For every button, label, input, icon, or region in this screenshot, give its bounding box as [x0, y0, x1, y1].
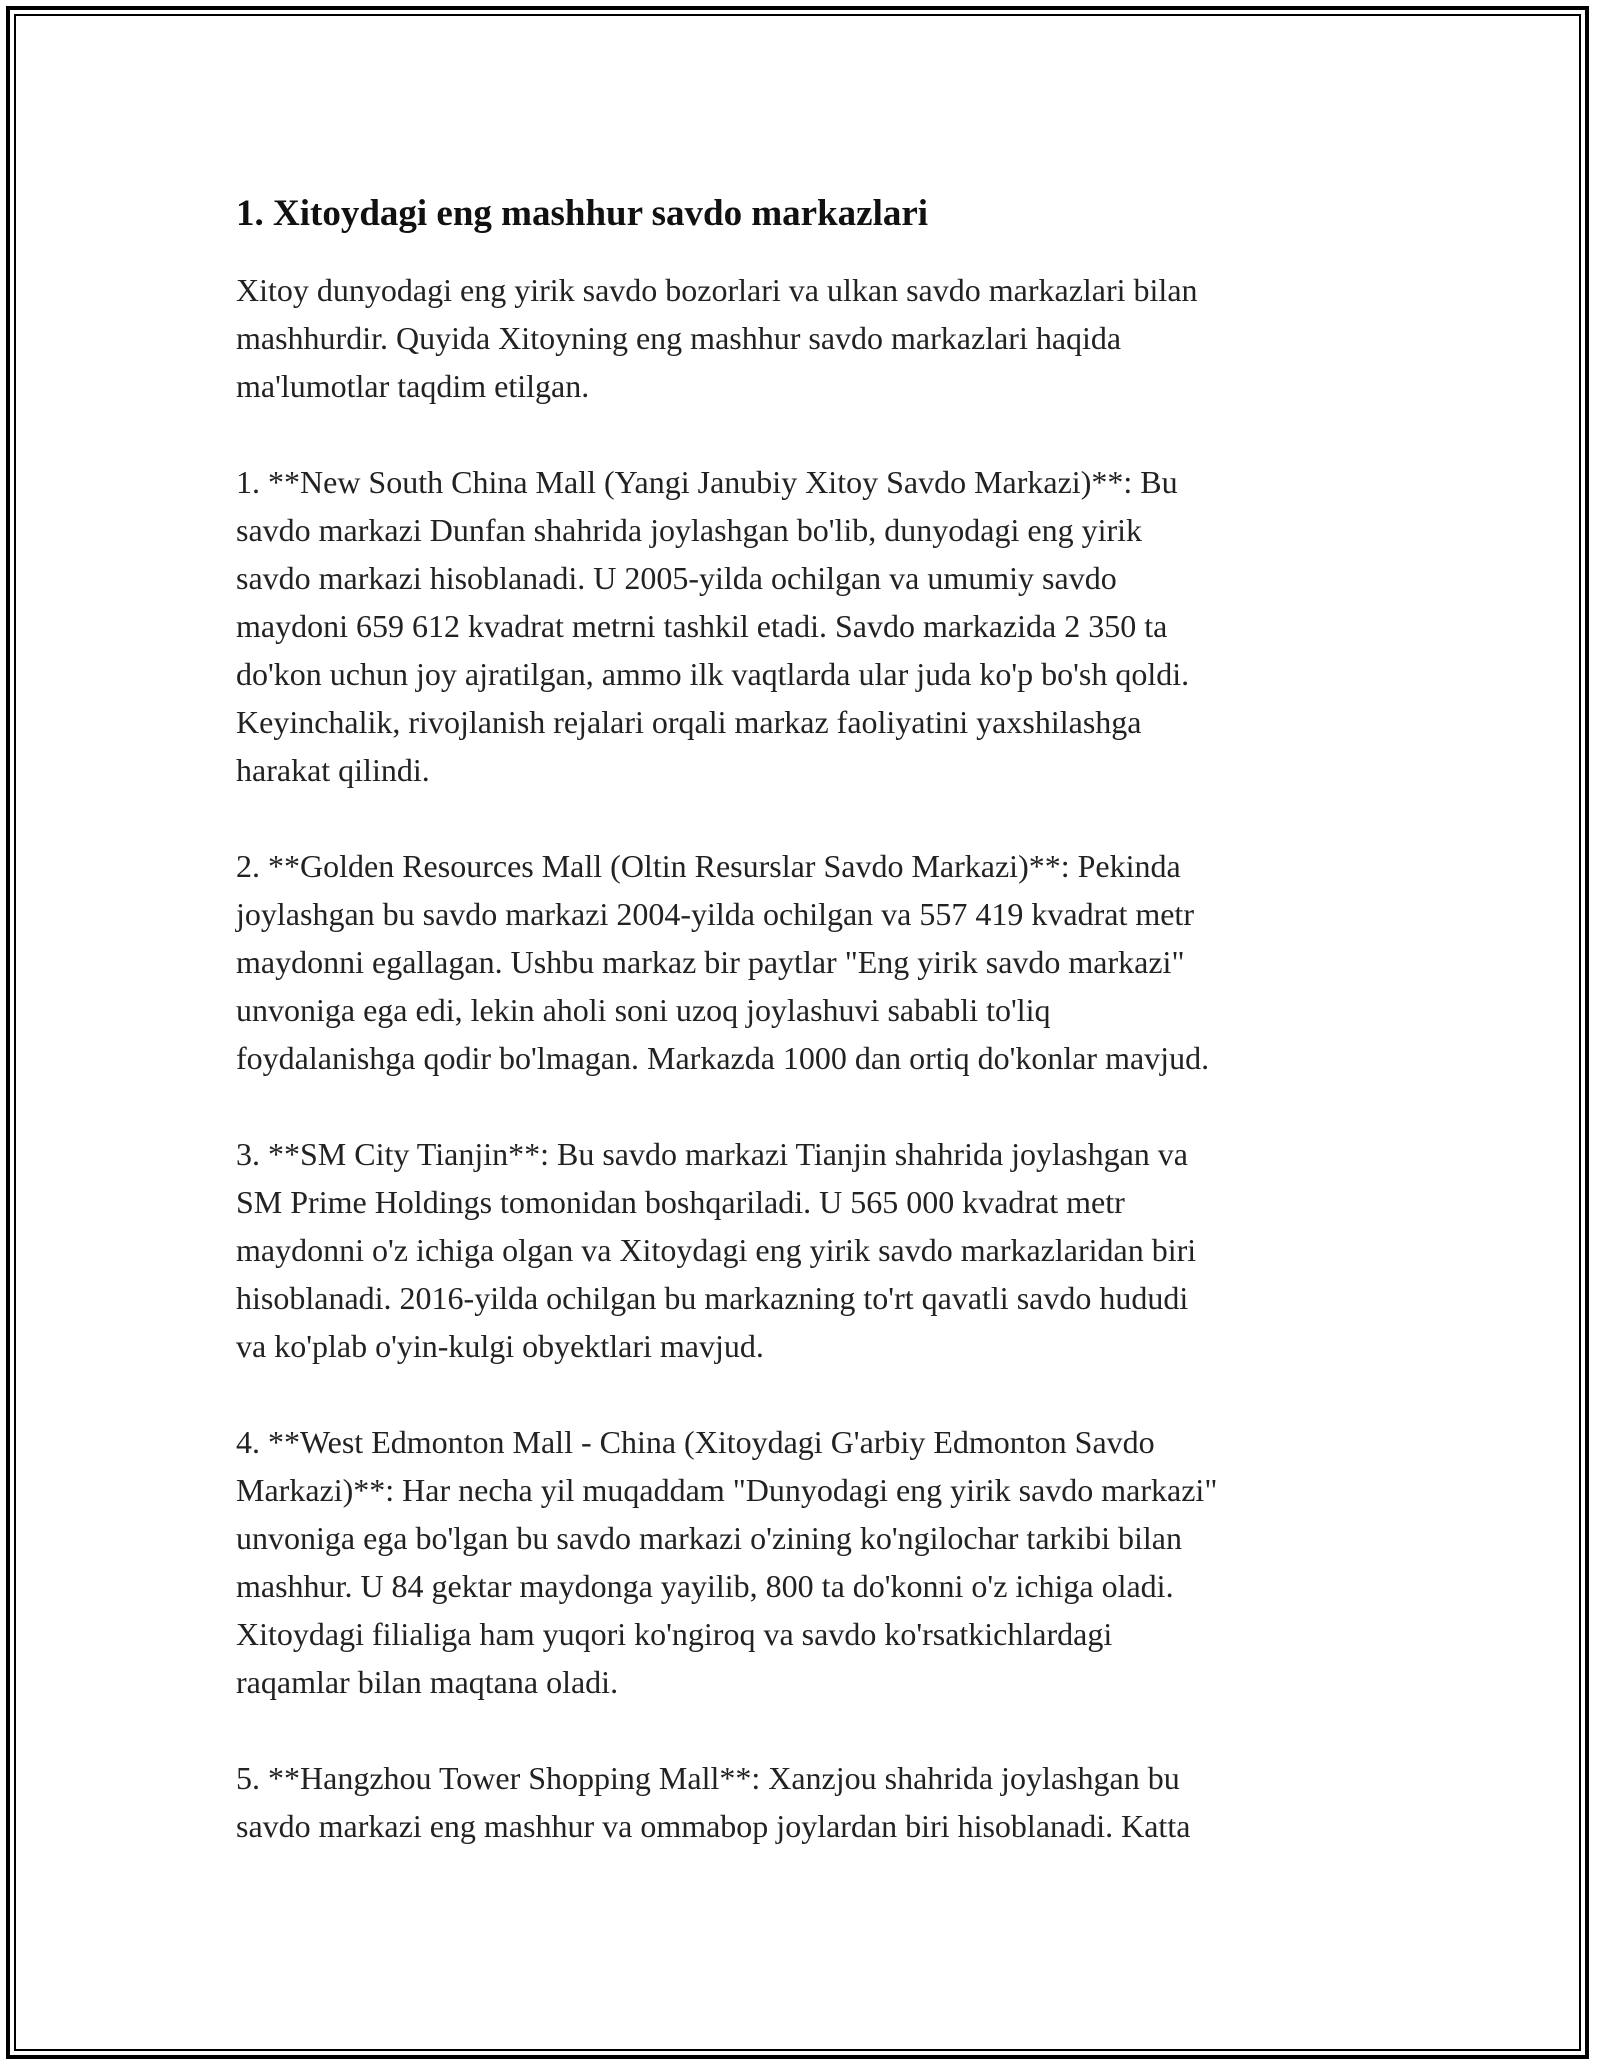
document-title: 1. Xitoydagi eng mashhur savdo markazlari: [236, 193, 929, 234]
intro-paragraph: Xitoy dunyodagi eng yirik savdo bozorlari va ulkan savdo markazlari bilan mashhurdir. Quyida Xitoyning eng mashhur savdo markazlari haqida ma'lumotlar taqdim etilgan.: [236, 272, 1198, 404]
list-item-2: 2. **Golden Resources Mall (Oltin Resurslar Savdo Markazi)**: Pekinda joylashgan bu savdo markazi 2004-yilda ochilgan va 557 419 kvadrat metr maydonni egallagan. Ushbu markaz bir paytlar "Eng yirik savdo markazi" unvoniga ega edi, lekin aholi soni uzoq joylashuvi sababli to'liq foydalanishga qodir bo'lmagan. Markazda 1000 dan ortiq do'konlar mavjud.: [236, 848, 1210, 1076]
list-item-3: 3. **SM City Tianjin**: Bu savdo markazi Tianjin shahrida joylashgan va SM Prime Holdings tomonidan boshqariladi. U 565 000 kvadrat metr maydonni o'z ichiga olgan va Xitoydagi eng yirik savdo markazlaridan biri hisoblanadi. 2016-yilda ochilgan bu markazning to'rt qavatli savdo hududi va ko'plab o'yin-kulgi obyektlari mavjud.: [236, 1136, 1197, 1364]
list-item-4: 4. **West Edmonton Mall - China (Xitoydagi G'arbiy Edmonton Savdo Markazi)**: Har necha yil muqaddam "Dunyodagi eng yirik savdo markazi" unvoniga ega bo'lgan bu savdo markazi o'zining ko'ngilochar tarkibi bilan mashhur. U 84 gektar maydonga yayilib, 800 ta do'konni o'z ichiga oladi. Xitoydagi filialiga ham yuqori ko'ngiroq va savdo ko'rsatkichlardagi raqamlar bilan maqtana oladi.: [236, 1424, 1218, 1700]
list-item-1: 1. **New South China Mall (Yangi Janubiy Xitoy Savdo Markazi)**: Bu savdo markazi Dunfan shahrida joylashgan bo'lib, dunyodagi eng yirik savdo markazi hisoblanadi. U 2005-yilda ochilgan va umumiy savdo maydoni 659 612 kvadrat metrni tashkil etadi. Savdo markazida 2 350 ta do'kon uchun joy ajratilgan, ammo ilk vaqtlarda ular juda ko'p bo'sh qoldi. Keyinchalik, rivojlanish rejalari orqali markaz faoliyatini yaxshilashga harakat qilindi.: [236, 464, 1190, 788]
list-item-5: 5. **Hangzhou Tower Shopping Mall**: Xanzjou shahrida joylashgan bu savdo markazi eng mashhur va ommabop joylardan biri hisoblanadi. Katta: [236, 1760, 1191, 1844]
document-body: [236, 184, 1366, 1898]
